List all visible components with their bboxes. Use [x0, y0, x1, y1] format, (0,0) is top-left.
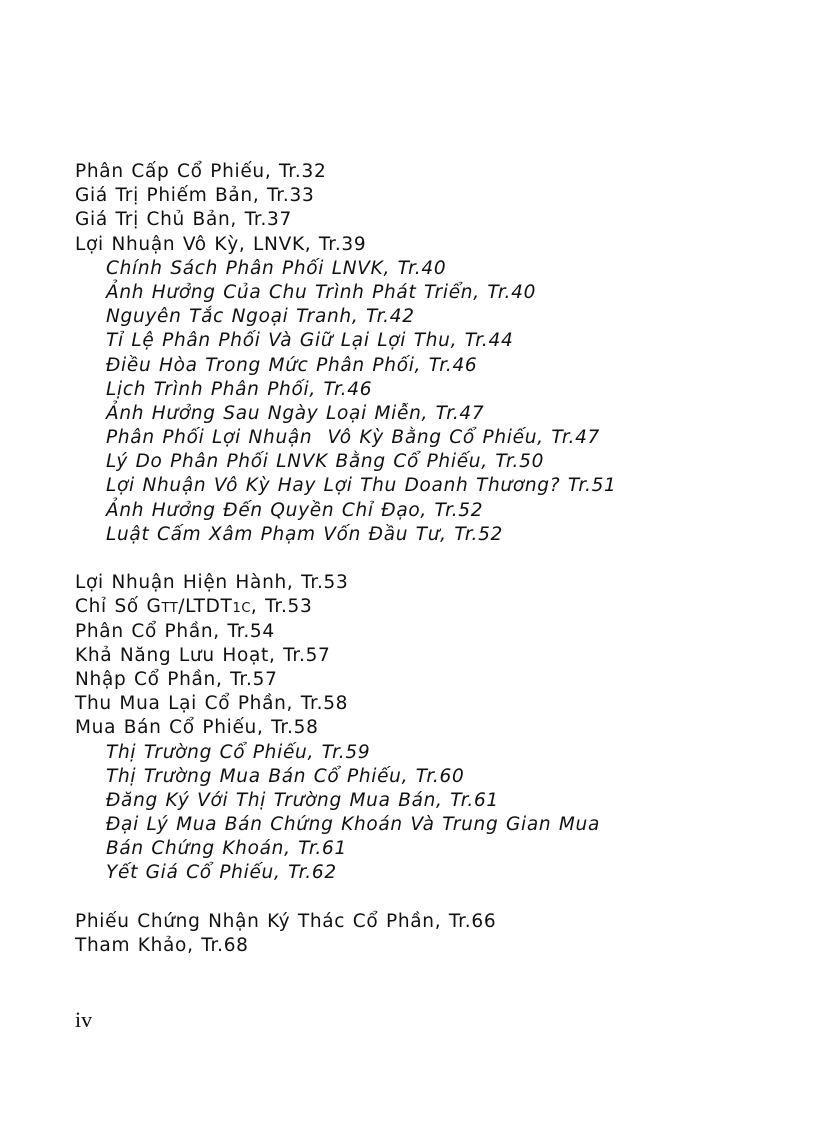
toc-entry: Nhập Cổ Phần, Tr.57: [75, 668, 278, 690]
toc-entry: Lợi Nhuận Hiện Hành, Tr.53: [75, 572, 349, 594]
toc-entry: Khả Năng Lưu Hoạt, Tr.57: [75, 644, 331, 666]
toc-entry-ratio: [75, 595, 775, 619]
toc-entry: Mua Bán Cổ Phiếu, Tr.58: [75, 717, 319, 739]
toc-entry-smallcaps: 1C: [232, 601, 251, 617]
toc-entry-part: /LTDT: [178, 596, 233, 618]
toc-entry: Thu Mua Lại Cổ Phần, Tr.58: [75, 693, 349, 715]
toc-subentry: Phân Phối Lợi Nhuận Vô Kỳ Bằng Cổ Phiếu, Tr.47: [106, 427, 601, 449]
toc-entry: Lợi Nhuận Vô Kỳ, LNVK, Tr.39: [75, 233, 367, 255]
section-spacer: [75, 547, 775, 571]
toc-subentry: Lý Do Phân Phối LNVK Bằng Cổ Phiếu, Tr.50: [106, 451, 545, 473]
toc-subentry: Đăng Ký Với Thị Trường Mua Bán, Tr.61: [106, 789, 499, 811]
toc-entry: Giá Trị Chủ Bản, Tr.37: [75, 209, 292, 231]
toc-entry: Phân Cổ Phần, Tr.54: [75, 620, 275, 642]
toc-entry-part: Chỉ Số G: [75, 596, 162, 618]
toc-entry: Giá Trị Phiếm Bản, Tr.33: [75, 185, 315, 207]
toc-subentry: Luật Cấm Xâm Phạm Vốn Đầu Tư, Tr.52: [106, 523, 504, 545]
toc-subentry: Thị Trường Mua Bán Cổ Phiếu, Tr.60: [106, 765, 465, 787]
toc-entry: Phiếu Chứng Nhận Ký Thác Cổ Phần, Tr.66: [75, 910, 497, 932]
toc-subentry: Ảnh Hưởng Sau Ngày Loại Miễn, Tr.47: [106, 402, 485, 424]
toc-entry-smallcaps: TT: [161, 601, 179, 617]
toc-subentry: Chính Sách Phân Phối LNVK, Tr.40: [106, 257, 447, 279]
toc-subentry: Lịch Trình Phân Phối, Tr.46: [106, 378, 373, 400]
toc-subentry: Tỉ Lệ Phân Phối Và Giữ Lại Lợi Thu, Tr.44: [106, 330, 514, 352]
toc-subentry: Yết Giá Cổ Phiếu, Tr.62: [106, 862, 337, 884]
toc-subentry: Lợi Nhuận Vô Kỳ Hay Lợi Thu Doanh Thương? Tr.51: [106, 475, 617, 497]
toc-entry: Phân Cấp Cổ Phiếu, Tr.32: [75, 161, 327, 182]
toc-subentry: Ảnh Hưởng Đến Quyền Chỉ Đạo, Tr.52: [106, 499, 484, 521]
toc-subentry: Bán Chứng Khoán, Tr.61: [106, 838, 347, 860]
toc-entry: Tham Khảo, Tr.68: [75, 935, 249, 956]
toc-subentry: Ảnh Hưởng Của Chu Trình Phát Triển, Tr.40: [106, 281, 537, 303]
section-spacer: [75, 886, 775, 910]
toc-subentry: Điều Hòa Trong Mức Phân Phối, Tr.46: [106, 354, 478, 376]
page-number: iv: [75, 1007, 93, 1032]
toc-subentry: Đại Lý Mua Bán Chứng Khoán Và Trung Gian Mua: [106, 814, 601, 836]
toc-subentry: Thị Trường Cổ Phiếu, Tr.59: [106, 741, 371, 763]
toc-entry-part: , Tr.53: [250, 596, 313, 618]
table-of-contents: [75, 160, 775, 958]
toc-subentry: Nguyên Tắc Ngoại Tranh, Tr.42: [106, 306, 415, 328]
